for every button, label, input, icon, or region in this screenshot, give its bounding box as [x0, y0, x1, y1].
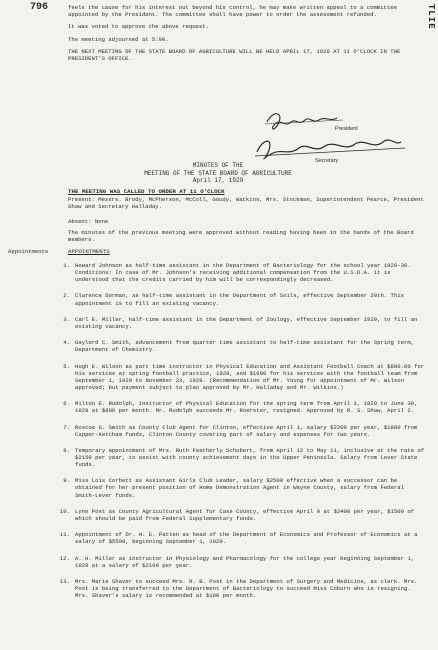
absent-list: Absent: None — [68, 218, 109, 225]
called-to-order: THE MEETING WAS CALLED TO ORDER AT 11 O'CLOCK — [68, 188, 225, 195]
item-text: Clarence Dorman, as half-time assistant in the Department of Soils, effective September 20th. This appointment is to fill an existing vacancy. — [75, 292, 404, 307]
item-number: 12. — [59, 554, 70, 562]
item-text: Lynn Post as County Agricultural Agent for Cass County, effective April 9 at $2400 per year, $1500 of which should be paid from Federal Supplementary funds. — [75, 507, 415, 522]
list-item — [56, 447, 426, 468]
item-text: Miss Lois Corbett as Assistant Girls Club Leader, salary $2500 effective when a successor can be obtained for her present position of Home Demonstration Agent in Wayne County, salary from Federal Smith-Lever funds. — [75, 477, 404, 499]
meeting-date: April 17, 1929 — [192, 177, 244, 185]
item-text: Roscoe G. Smith as County Club Agent for Clinton, effective April 1, salary $2200 per year, $1800 from Capper-Ketcham funds, Clinton County covering part of salary and expenses for two years. — [75, 423, 418, 438]
list-item — [56, 339, 426, 353]
appointments-heading: APPOINTMENTS — [68, 248, 110, 255]
item-number: 3. — [63, 315, 70, 323]
item-text: Mrs. Marie Shaver to succeed Mrs. R. B. Post in the Department of Surgery and Medicine, as clerk. Mrs. Post is being transferred to the Department of Bacteriology to succeed Miss Coburn who is resigning. Mrs. Shaver's salary is recommended at $100 per month. — [75, 577, 418, 600]
item-number: 2. — [63, 292, 70, 300]
item-text: Gaylord C. Smith, advancement from quarter time assistant to half-time assistant for the Spring term, Department of Chemistry. — [75, 339, 415, 354]
list-item — [56, 578, 426, 599]
item-text: Milton E. Rudolph, instructor of Physical Education for the spring term from April 1, 1929 to June 30, 1929 at $800 per month. Mr. Rudolph succeeds Mr. Roerster, resigned. Approved by R. S. Shaw, April 2. — [75, 400, 418, 415]
list-item — [56, 508, 426, 522]
item-number: 5. — [63, 362, 70, 370]
item-number: 11. — [59, 531, 70, 539]
present-list: Present: Messrs. Brody, McPherson, McColl, Goudy, Watkins, Mrs. Stockman, Superintendent Pearce, President Shaw and Secretary Halladay. — [68, 196, 424, 211]
item-number: 8. — [63, 446, 70, 454]
list-item — [56, 400, 426, 414]
minutes-approval: The minutes of the previous meeting were approved without reading having been in the hands of the Board members. — [68, 229, 414, 244]
secretary-label: Secretary — [315, 158, 339, 164]
list-item — [56, 531, 426, 545]
minutes-header — [68, 162, 368, 185]
list-item — [56, 316, 426, 330]
item-number: 4. — [63, 339, 70, 347]
list-item — [56, 262, 426, 283]
header-line: MEETING OF THE STATE BOARD OF AGRICULTURE — [144, 169, 292, 177]
list-item — [56, 477, 426, 498]
appointments-list — [56, 262, 426, 608]
next-meeting-notice: THE NEXT MEETING OF THE STATE BOARD OF AGRICULTURE WILL BE HELD APRIL 17, 1929 AT 11 O'CLOCK IN THE PRESIDENT'S OFFICE. — [68, 47, 401, 63]
item-number: 13. — [59, 577, 70, 585]
item-text: Appointment of Dr. H. E. Patten as head of the Department of Economics and Professor of Economics at a salary of $5500, beginning September 1, 1929. — [75, 531, 418, 546]
margin-label: Appointments — [8, 248, 49, 255]
item-text: Carl E. Miller, half-time assistant in the Department of Zoology, effective September 1929, to fill an existing vacancy. — [75, 315, 418, 330]
item-number: 6. — [63, 400, 70, 408]
list-item — [56, 363, 426, 391]
president-label: President — [335, 126, 358, 132]
previous-meeting-text — [68, 4, 420, 67]
item-text: Howard Johnson as half-time assistant in the Department of Bacteriology for the school year 1929-30. Conditions: In case of Mr. Johnson's receiving additional compensation from the U.S.D.A. it is understood that the credits carried by him will be correspondingly decreased. — [75, 262, 411, 284]
header-line: MINUTES OF THE — [192, 162, 244, 169]
item-text: Hugh E. Wilson as part time instructor in Physical Education and Assistant Football Coach at $800.00 for his services at spring football practice, 1929, and $1600 for his services with the football team from September 1, 1929 to November 23, 1929. (Recommendation of Mr. Young for appointment of Mr. Wilson approved; but payment subject to plan approved by Mr. Halladay and Mr. Wilkins.) — [75, 362, 425, 391]
paragraph: feels the cause for his interest out beyond his control, he may make written appeal to a committee appointed by the President. The committee shall have power to order the assessment refunded. — [68, 4, 397, 19]
list-item — [56, 555, 426, 569]
list-item — [56, 424, 426, 438]
page-number: 796 — [30, 2, 49, 13]
paragraph: The meeting adjourned at 5:00. — [68, 35, 169, 43]
item-number: 7. — [63, 423, 70, 431]
item-text: Temporary appointment of Mrs. Ruth Featherly Schubert, from April 12 to May 11, inclusive at the rate of $2150 per year, to assist with county achievement days in the Upper Peninsula. Salary from Lever State funds. — [75, 446, 425, 469]
item-number: 10. — [59, 507, 70, 515]
item-number: 9. — [63, 477, 70, 485]
side-code: TLIE — [426, 4, 436, 30]
paragraph: It was voted to approve the above request. — [68, 23, 209, 31]
list-item — [56, 292, 426, 306]
item-text: A. H. Miller as instructor in Physiology and Pharmacology for the college year beginning September 1, 1929 at a salary of $2100 per year. — [75, 554, 415, 569]
item-number: 1. — [63, 262, 70, 269]
